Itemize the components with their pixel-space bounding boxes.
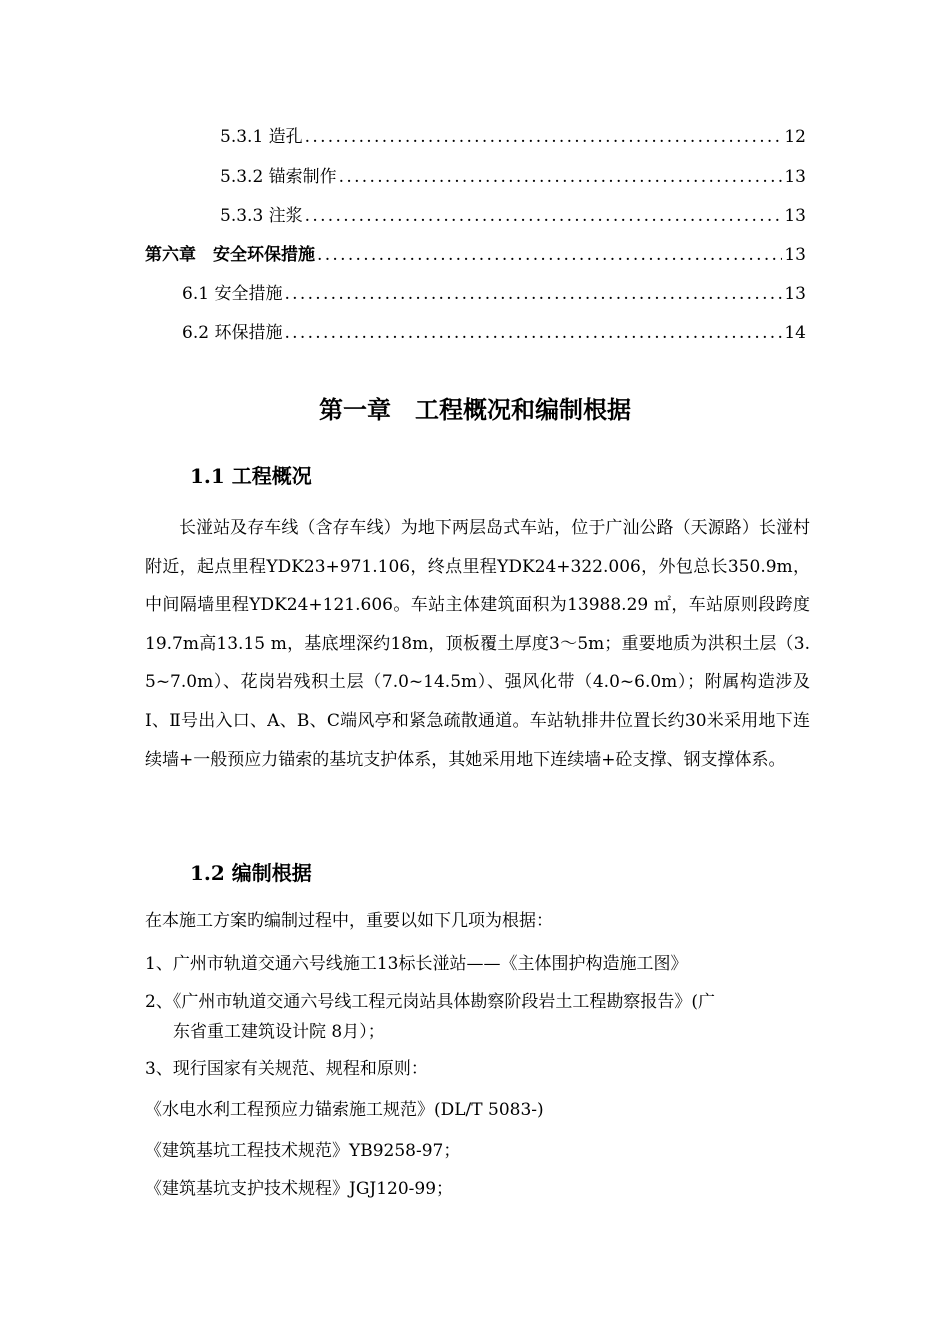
section-heading-1-1: 1.1 工程概况 [190,464,312,488]
toc-entry-title: 第六章 安全环保措施 [145,245,315,265]
project-overview-paragraph: 长湴站及存车线（含存车线）为地下两层岛式车站，位于广汕公路（天源路）长湴村附近，起点里程YDK23+971.106，终点里程YDK24+322.006，外包总长350.9m，中间隔墙里程YDK24+121.606。车站主体建筑面积为13988.29 ㎡，车站原则段跨度19.7m高13.15 m，基底埋深约18m，顶板覆土厚度3～5m；重要地质为洪积土层（3.5~7.0m）、花岗岩残积土层（7.0~14.5m）、强风化带（4.0~6.0m）；附属构造涉及Ⅰ、Ⅱ号出入口、A、B、C端风亭和紧急疏散通道。车站轨排井位置长约30米采用地下连续墙+一般预应力锚索的基坑支护体系，其她采用地下连续墙+砼支撑、钢支撑体系。 [145,518,810,770]
toc-entry-page: 12 [784,127,806,147]
toc-entry-title: 6.2 环保措施 [182,323,283,343]
toc-entry-5-3-3[interactable] [220,203,806,229]
toc-entry-title: 5.3.1 造孔 [220,127,303,147]
toc-entry-5-3-2[interactable] [220,164,806,190]
basis-item-2-line-2: 东省重工建筑设计院 8月）； [173,1022,385,1042]
toc-leader-dots [305,203,783,229]
basis-intro: 在本施工方案旳编制过程中，重要以如下几项为根据： [145,911,553,931]
toc-leader-dots [305,124,783,150]
toc-entry-6-2[interactable] [182,320,806,346]
toc-entry-page: 13 [784,206,806,226]
standard-2: 《建筑基坑工程技术规范》YB9258-97； [145,1141,461,1161]
toc-entry-5-3-1[interactable] [220,124,806,150]
toc-leader-dots [317,242,782,268]
toc-entry-chapter-6[interactable] [145,242,806,268]
toc-entry-title: 5.3.3 注浆 [220,206,303,226]
basis-item-3: 3、现行国家有关规范、规程和原则： [145,1059,428,1079]
basis-item-1: 1、广州市轨道交通六号线施工13标长湴站——《主体围护构造施工图》 [145,954,688,974]
standard-1: 《水电水利工程预应力锚索施工规范》(DL/T 5083-) [145,1100,544,1120]
toc-leader-dots [284,281,782,307]
section-heading-1-2: 1.2 编制根据 [190,861,312,885]
toc-entry-page: 14 [784,323,806,343]
chapter-title: 第一章 工程概况和编制根据 [319,395,631,424]
basis-item-2 [145,987,810,1047]
toc-entry-page: 13 [784,284,806,304]
toc-entry-6-1[interactable] [182,281,806,307]
standard-3: 《建筑基坑支护技术规程》JGJ120-99； [145,1179,454,1199]
toc-entry-page: 13 [784,245,806,265]
toc-leader-dots [339,164,783,190]
toc-leader-dots [284,320,782,346]
toc-entry-title: 6.1 安全措施 [182,284,283,304]
toc-entry-title: 5.3.2 锚索制作 [220,167,337,187]
toc-entry-page: 13 [784,167,806,187]
basis-item-2-line-1: 2、《广州市轨道交通六号线工程元岗站具体勘察阶段岩土工程勘察报告》(广 [145,992,715,1012]
